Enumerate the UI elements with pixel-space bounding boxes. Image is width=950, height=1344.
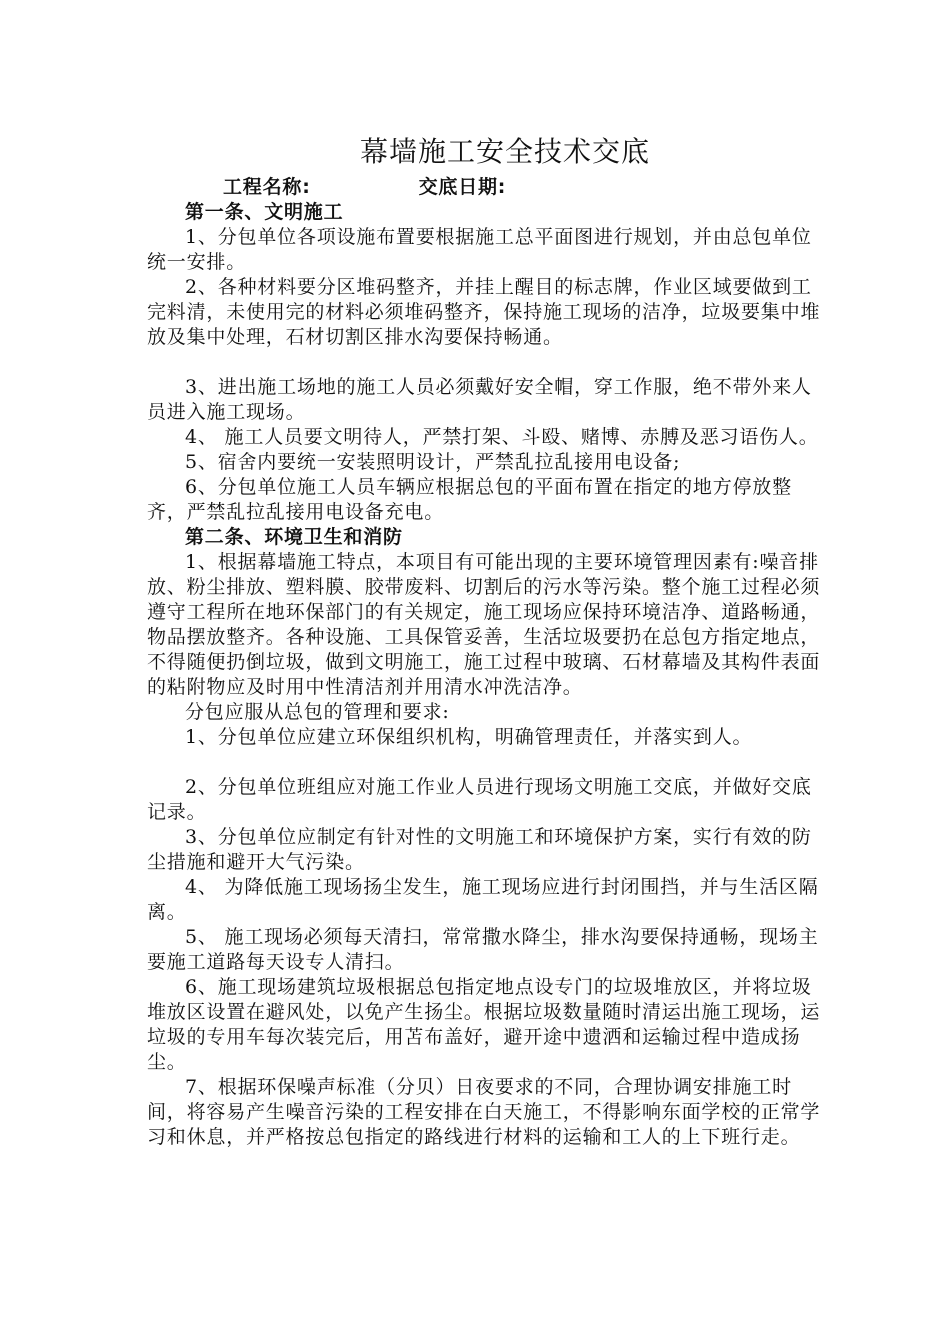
spacer: [147, 350, 827, 375]
section2-item-3: 3、分包单位应制定有针对性的文明施工和环境保护方案，实行有效的防尘措施和避开大气污染。: [147, 826, 812, 873]
section2-heading: 第二条、环境卫生和消防: [185, 526, 403, 548]
date-label: 交底日期:: [418, 176, 507, 198]
spacer: [147, 750, 827, 775]
section1-item-5: 5、宿舍内要统一安装照明设计，严禁乱拉乱接用电设备;: [185, 451, 681, 473]
section2-item-1: 1、分包单位应建立环保组织机构，明确管理责任，并落实到人。: [185, 726, 753, 748]
section2-item-6: 6、施工现场建筑垃圾根据总包指定地点设专门的垃圾堆放区，并将垃圾堆放区设置在避风处，以免产生扬尘。根据垃圾数量随时清运出施工现场，运垃圾的专用车每次装完后，用苫布盖好，避开途中遗洒和运输过程中造成扬尘。: [147, 976, 821, 1073]
section1-item-1: 1、分包单位各项设施布置要根据施工总平面图进行规划，并由总包单位统一安排。: [147, 226, 812, 273]
section1-item-3: 3、进出施工场地的施工人员必须戴好安全帽，穿工作服，绝不带外来人员进入施工现场。: [147, 376, 812, 423]
section1-item-4: 4、 施工人员要文明待人，严禁打架、斗殴、赌博、赤膊及恶习语伤人。: [185, 426, 819, 448]
document-body: [147, 175, 827, 1150]
section2-item-2: 2、分包单位班组应对施工作业人员进行现场文明施工交底，并做好交底记录。: [147, 776, 812, 823]
meta-line: [147, 175, 827, 200]
page-title: 幕墙施工安全技术交底: [359, 135, 650, 168]
section1-item-6: 6、分包单位施工人员车辆应根据总包的平面布置在指定的地方停放整齐，严禁乱拉乱接用电设备充电。: [147, 476, 792, 523]
section1-item-2: 2、各种材料要分区堆码整齐，并挂上醒目的标志牌，作业区域要做到工完料清，未使用完的材料必须堆码整齐，保持施工现场的洁净，垃圾要集中堆放及集中处理，石材切割区排水沟要保持畅通。: [147, 276, 821, 348]
section1-heading: 第一条、文明施工: [185, 201, 344, 223]
section2-item-5: 5、 施工现场必须每天清扫，常常撒水降尘，排水沟要保持通畅，现场主要施工道路每天设专人清扫。: [147, 926, 819, 973]
section2-item-4: 4、 为降低施工现场扬尘发生，施工现场应进行封闭围挡，并与生活区隔离。: [147, 876, 819, 923]
section2-item-7: 7、根据环保噪声标准（分贝）日夜要求的不同，合理协调安排施工时间，将容易产生噪音污染的工程安排在白天施工，不得影响东面学校的正常学习和休息，并严格按总包指定的路线进行材料的运输和工人的上下班行走。: [147, 1076, 821, 1148]
project-name-label: 工程名称:: [223, 176, 311, 198]
section2-intro: 1、根据幕墙施工特点，本项目有可能出现的主要环境管理因素有:噪音排放、粉尘排放、塑料膜、胶带废料、切割后的污水等污染。整个施工过程必须遵守工程所在地环保部门的有关规定，施工现场应保持环境洁净、道路畅通，物品摆放整齐。各种设施、工具保管妥善，生活垃圾要扔在总包方指定地点，不得随便扔倒垃圾，做到文明施工，施工过程中玻璃、石材幕墙及其构件表面的粘附物应及时用中性清洁剂并用清水冲洗洁净。: [147, 551, 821, 698]
section2-sub-intro: 分包应服从总包的管理和要求:: [185, 701, 450, 723]
